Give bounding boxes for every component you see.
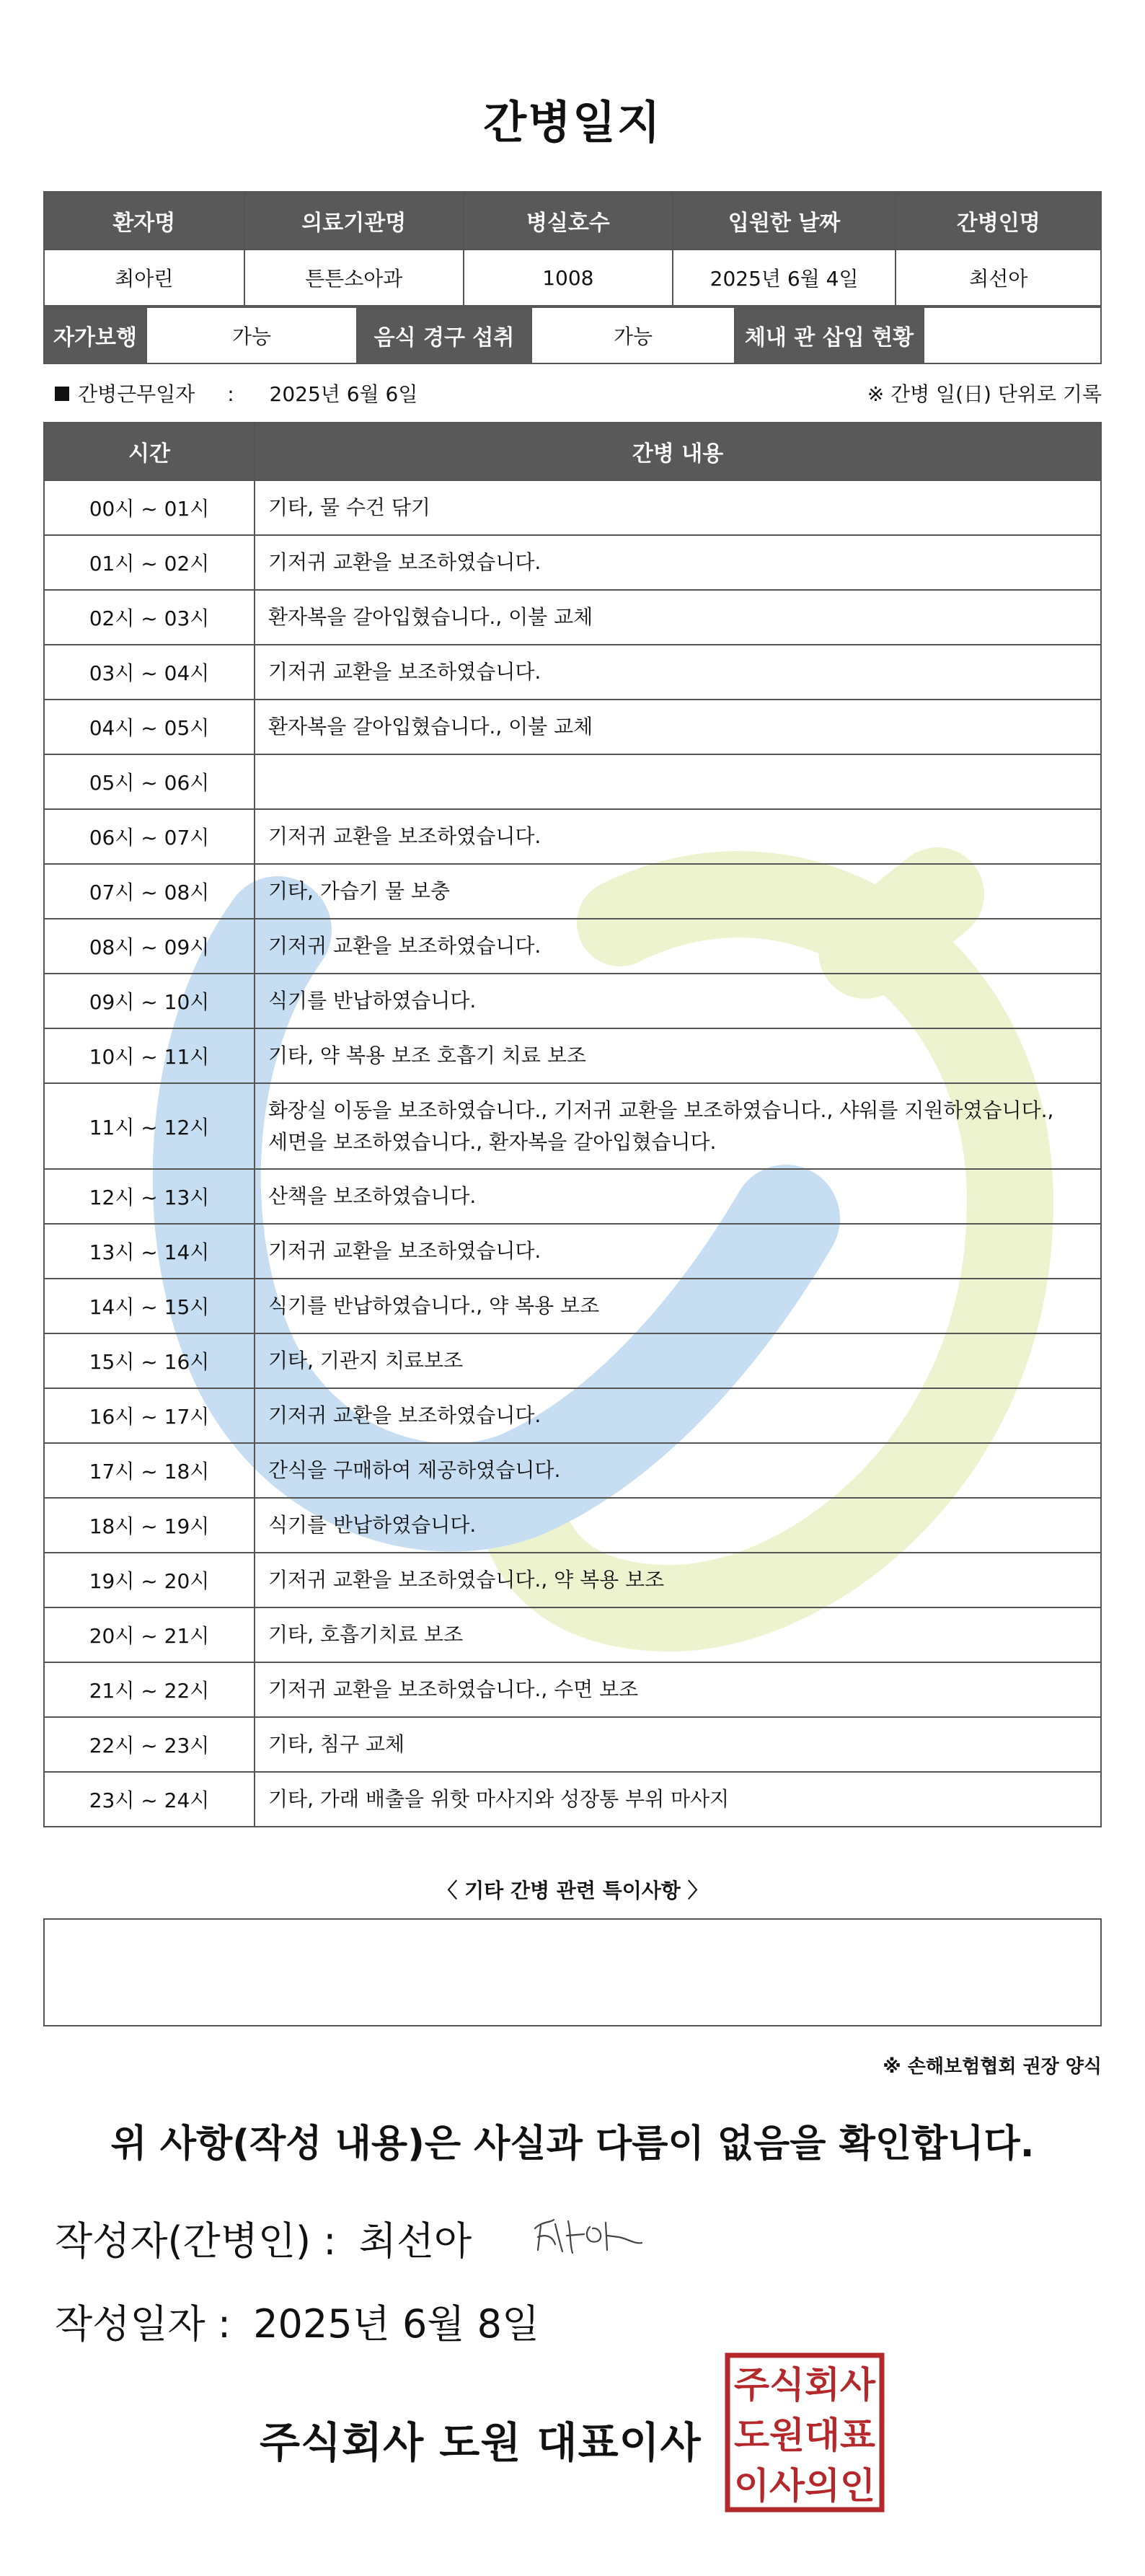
log-time: 10시 ~ 11시 — [44, 1028, 255, 1083]
log-time: 16시 ~ 17시 — [44, 1388, 255, 1443]
written-date-line — [55, 2293, 539, 2349]
writer-label: 작성자(간병인) : — [55, 2218, 337, 2264]
header-admission-date: 입원한 날짜 — [673, 192, 896, 250]
header-caregiver-name: 간병인명 — [896, 192, 1101, 250]
log-content: 환자복을 갈아입혔습니다., 이불 교체 — [255, 700, 1101, 754]
log-row — [44, 1443, 1101, 1498]
caregiver-name: 최선아 — [896, 250, 1101, 306]
log-content: 식기를 반납하였습니다. — [255, 974, 1101, 1028]
log-row — [44, 1717, 1101, 1772]
log-time: 12시 ~ 13시 — [44, 1169, 255, 1224]
log-content: 기저귀 교환을 보조하였습니다. — [255, 919, 1101, 974]
log-row — [44, 974, 1101, 1028]
log-row — [44, 535, 1101, 590]
log-time: 18시 ~ 19시 — [44, 1498, 255, 1553]
log-content: 기저귀 교환을 보조하였습니다., 약 복용 보조 — [255, 1553, 1101, 1607]
log-content: 식기를 반납하였습니다., 약 복용 보조 — [255, 1279, 1101, 1333]
log-content: 기타, 침구 교체 — [255, 1717, 1101, 1772]
log-time: 04시 ~ 05시 — [44, 700, 255, 754]
confirmation-statement: 위 사항(작성 내용)은 사실과 다름이 없음을 확인합니다. — [110, 2122, 1035, 2166]
log-time: 07시 ~ 08시 — [44, 864, 255, 919]
special-notes-title: 〈 기타 간병 관련 특이사항 〉 — [437, 1879, 708, 1902]
log-row — [44, 1772, 1101, 1827]
log-row — [44, 700, 1101, 754]
writer-name: 최선아 — [358, 2218, 472, 2264]
log-time: 06시 ~ 07시 — [44, 809, 255, 864]
room-number: 1008 — [464, 250, 673, 306]
log-time: 23시 ~ 24시 — [44, 1772, 255, 1827]
log-content: 환자복을 갈아입혔습니다., 이불 교체 — [255, 590, 1101, 645]
patient-status-table — [43, 306, 1102, 364]
log-content: 산책을 보조하였습니다. — [255, 1169, 1101, 1224]
walk-label: 자가보행 — [44, 307, 146, 363]
log-content: 식기를 반납하였습니다. — [255, 1498, 1101, 1553]
workday-separator: : — [227, 382, 234, 406]
log-content: 기타, 약 복용 보조 호흡기 치료 보조 — [255, 1028, 1101, 1083]
log-content: 간식을 구매하여 제공하였습니다. — [255, 1443, 1101, 1498]
svg-text:도원대표: 도원대표 — [734, 2414, 876, 2456]
signature-image — [526, 2207, 649, 2264]
log-time: 09시 ~ 10시 — [44, 974, 255, 1028]
header-hospital-name: 의료기관명 — [244, 192, 464, 250]
log-time: 21시 ~ 22시 — [44, 1662, 255, 1717]
form-note: ※ 손해보험협회 권장 양식 — [883, 2056, 1102, 2078]
bullet-square-icon — [55, 387, 69, 401]
log-row — [44, 590, 1101, 645]
company-representative: 주식회사 도원 대표이사 — [260, 2418, 702, 2467]
written-date: 2025년 6월 8일 — [253, 2301, 540, 2347]
log-content: 기저귀 교환을 보조하였습니다. — [255, 1388, 1101, 1443]
svg-text:이사의인: 이사의인 — [734, 2465, 875, 2507]
care-log-table — [43, 422, 1102, 1827]
log-time: 05시 ~ 06시 — [44, 754, 255, 809]
log-content: 기타, 물 수건 닦기 — [255, 480, 1101, 535]
log-time: 03시 ~ 04시 — [44, 645, 255, 700]
log-row — [44, 919, 1101, 974]
log-time: 00시 ~ 01시 — [44, 480, 255, 535]
log-time: 22시 ~ 23시 — [44, 1717, 255, 1772]
log-row — [44, 1388, 1101, 1443]
patient-info-table — [43, 191, 1102, 306]
log-content — [255, 754, 1101, 809]
log-header-time: 시간 — [44, 423, 255, 480]
log-content: 기타, 기관지 치료보조 — [255, 1333, 1101, 1388]
written-label: 작성일자 : — [55, 2301, 231, 2347]
special-notes-box — [43, 1918, 1102, 2026]
header-patient-name: 환자명 — [44, 192, 244, 250]
log-time: 14시 ~ 15시 — [44, 1279, 255, 1333]
log-time: 20시 ~ 21시 — [44, 1607, 255, 1662]
log-time: 15시 ~ 16시 — [44, 1333, 255, 1388]
log-row — [44, 1028, 1101, 1083]
log-content: 기저귀 교환을 보조하였습니다., 수면 보조 — [255, 1662, 1101, 1717]
log-row — [44, 1333, 1101, 1388]
meal-value: 가능 — [531, 307, 735, 363]
log-content: 화장실 이동을 보조하였습니다., 기저귀 교환을 보조하였습니다., 샤워를 지원하였습니다., 세면을 보조하였습니다., 환자복을 갈아입혔습니다. — [255, 1083, 1101, 1169]
log-row — [44, 1224, 1101, 1279]
log-row — [44, 1083, 1101, 1169]
log-row — [44, 1607, 1101, 1662]
log-time: 17시 ~ 18시 — [44, 1443, 255, 1498]
hospital-name: 튼튼소아과 — [244, 250, 464, 306]
log-content: 기타, 가래 배출을 위핫 마사지와 성장통 부위 마사지 — [255, 1772, 1101, 1827]
patient-name: 최아린 — [44, 250, 244, 306]
log-row — [44, 1279, 1101, 1333]
log-content: 기타, 가습기 물 보충 — [255, 864, 1101, 919]
tube-value — [924, 307, 1101, 363]
log-row — [44, 754, 1101, 809]
log-time: 08시 ~ 09시 — [44, 919, 255, 974]
tube-label: 체내 관 삽입 현황 — [735, 307, 924, 363]
workday-label: 간병근무일자 — [78, 382, 195, 406]
log-time: 19시 ~ 20시 — [44, 1553, 255, 1607]
log-row — [44, 809, 1101, 864]
svg-text:주식회사: 주식회사 — [734, 2364, 876, 2406]
walk-value: 가능 — [146, 307, 357, 363]
log-time: 13시 ~ 14시 — [44, 1224, 255, 1279]
log-content: 기저귀 교환을 보조하였습니다. — [255, 1224, 1101, 1279]
log-time: 02시 ~ 03시 — [44, 590, 255, 645]
log-header-content: 간병 내용 — [255, 423, 1101, 480]
meal-label: 음식 경구 섭취 — [357, 307, 531, 363]
log-row — [44, 1662, 1101, 1717]
company-seal-stamp — [725, 2352, 885, 2513]
log-row — [44, 864, 1101, 919]
log-content: 기저귀 교환을 보조하였습니다. — [255, 809, 1101, 864]
log-row — [44, 480, 1101, 535]
writer-line — [55, 2210, 472, 2266]
page-title: 간병일지 — [483, 96, 662, 149]
log-content: 기타, 호흡기치료 보조 — [255, 1607, 1101, 1662]
log-row — [44, 1553, 1101, 1607]
admission-date: 2025년 6월 4일 — [673, 250, 896, 306]
workday-date: 2025년 6월 6일 — [269, 382, 418, 406]
unit-note: ※ 간병 일(日) 단위로 기록 — [867, 382, 1102, 406]
workday-line — [55, 379, 417, 407]
log-content: 기저귀 교환을 보조하였습니다. — [255, 645, 1101, 700]
log-row — [44, 1498, 1101, 1553]
log-content: 기저귀 교환을 보조하였습니다. — [255, 535, 1101, 590]
log-time: 11시 ~ 12시 — [44, 1083, 255, 1169]
header-room-number: 병실호수 — [464, 192, 673, 250]
log-row — [44, 645, 1101, 700]
log-time: 01시 ~ 02시 — [44, 535, 255, 590]
log-row — [44, 1169, 1101, 1224]
